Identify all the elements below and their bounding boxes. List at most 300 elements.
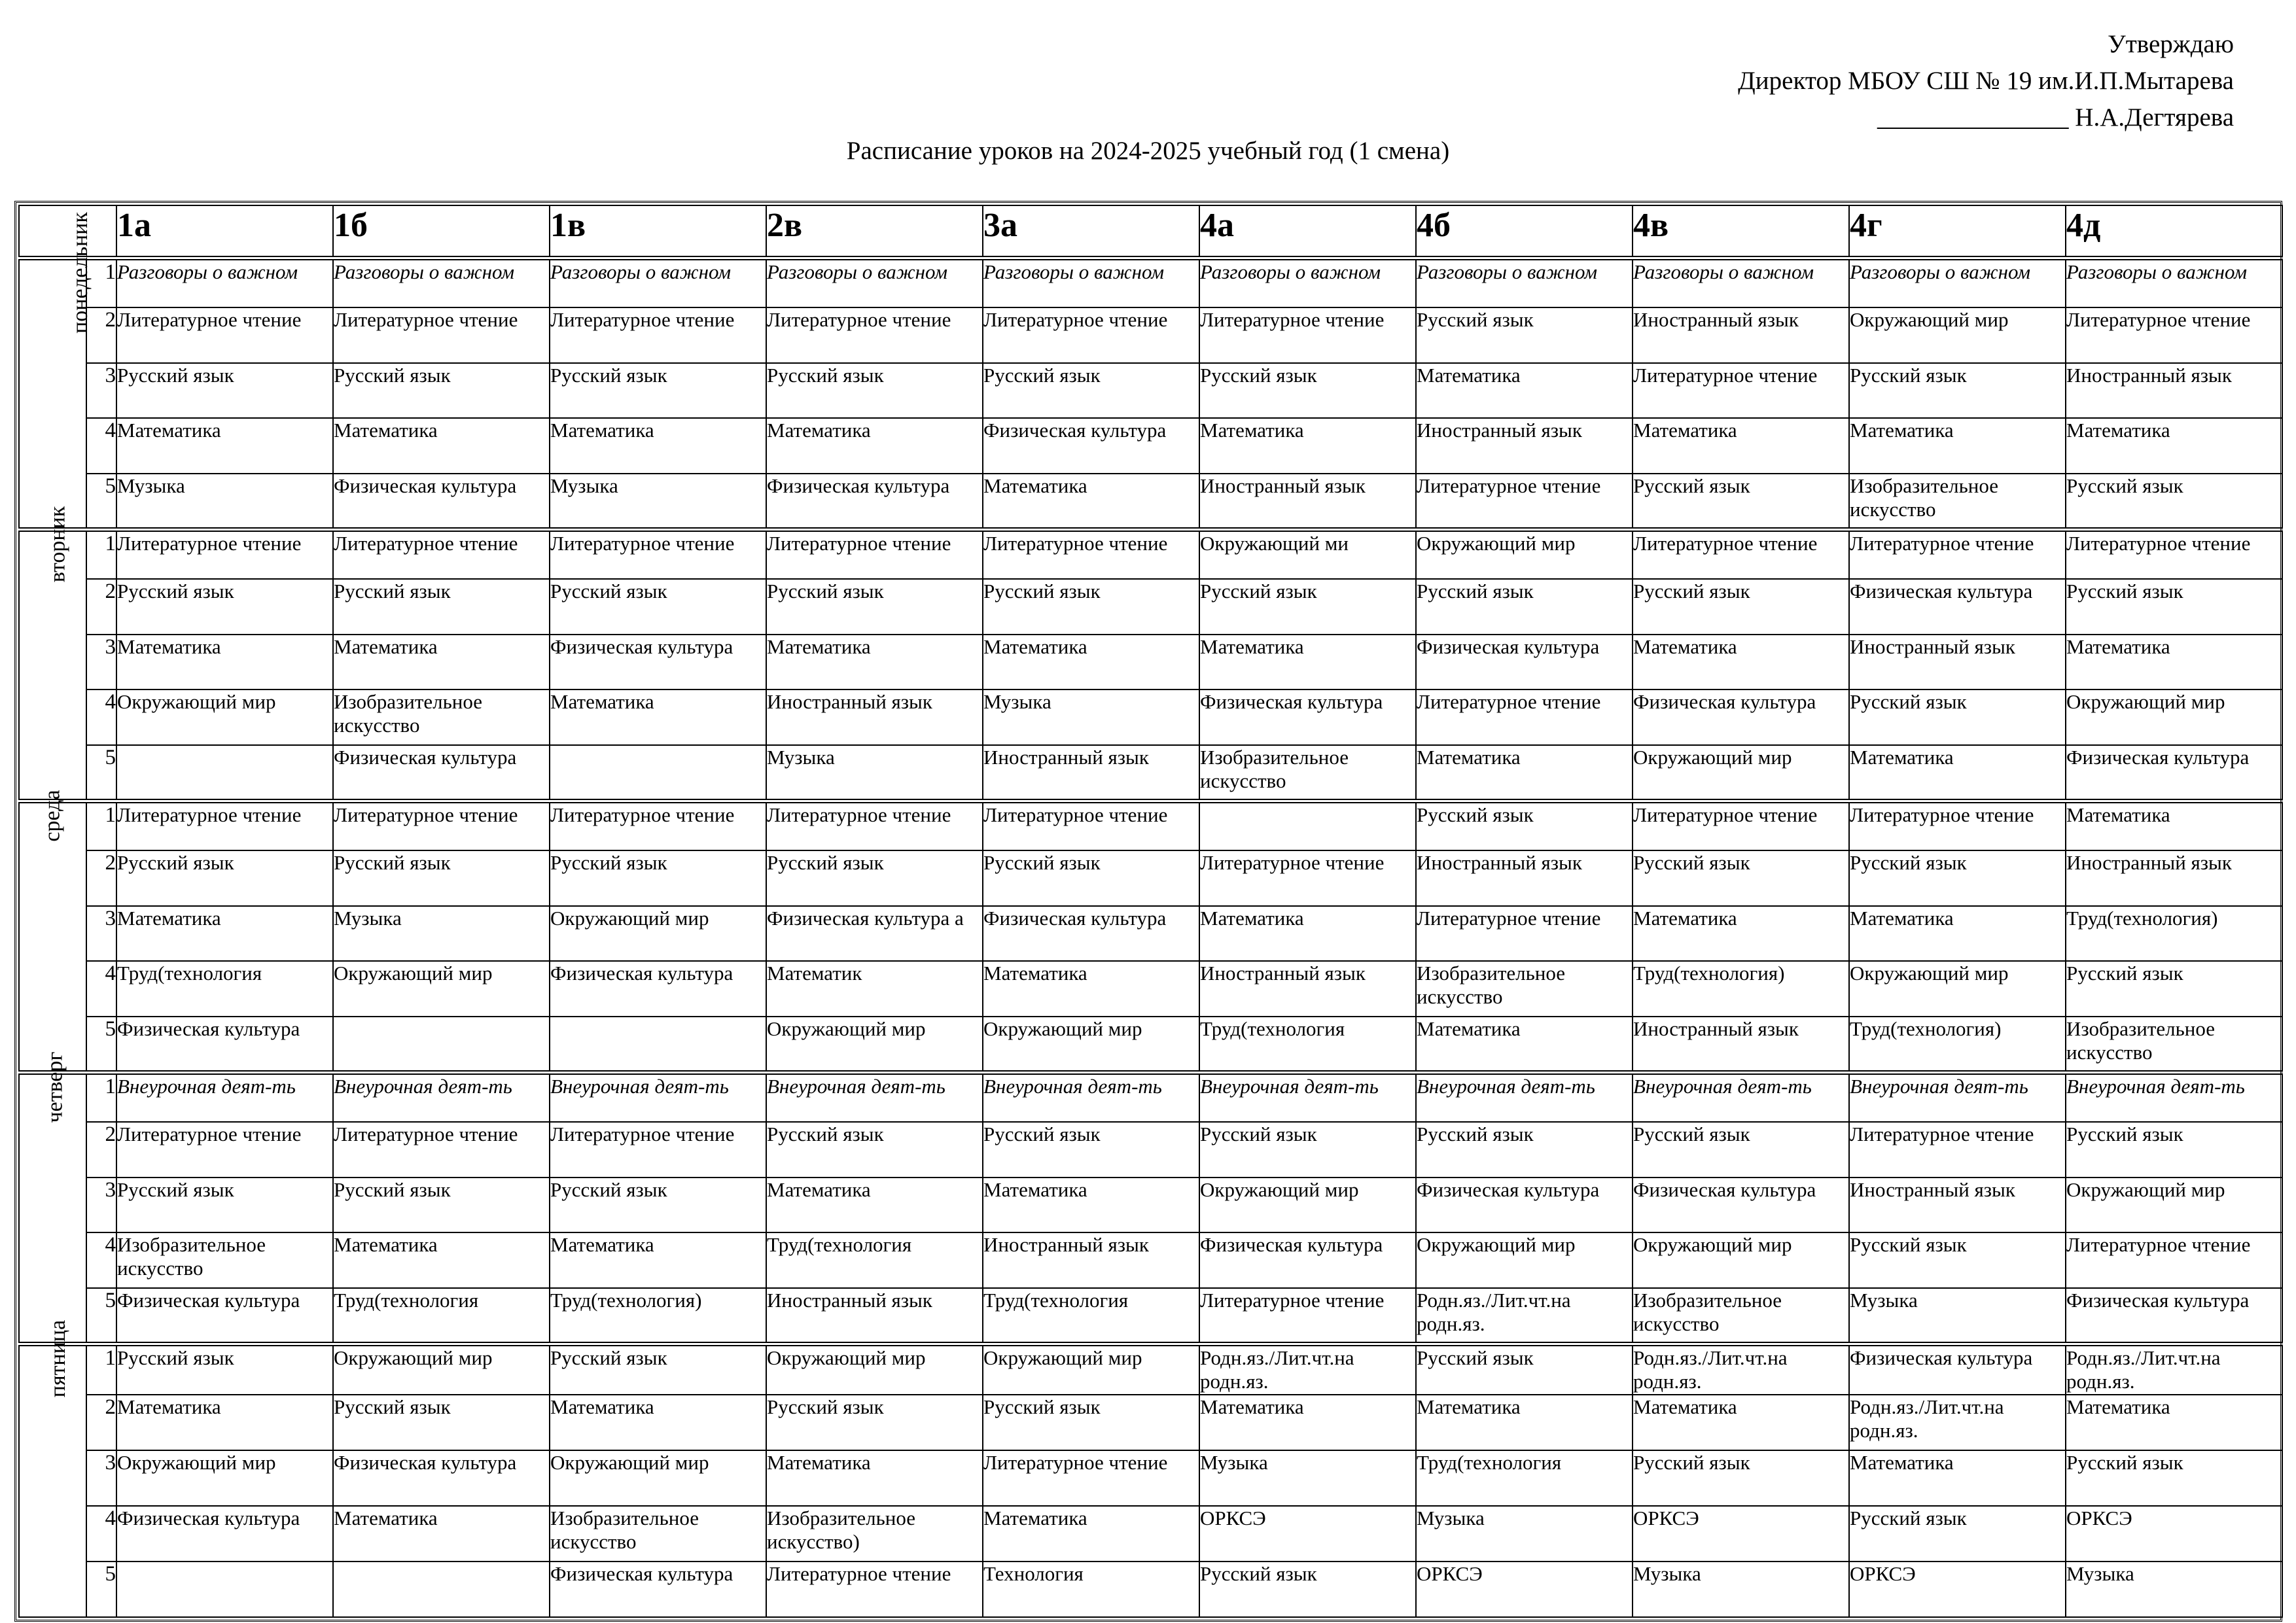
lesson-cell — [1199, 1450, 1416, 1506]
lesson-cell — [1849, 1450, 2066, 1506]
lesson-cell — [983, 1288, 1199, 1344]
lesson-subject: Изобразительное искусство — [550, 1507, 699, 1554]
lesson-cell — [766, 1344, 983, 1395]
lesson-cell — [1849, 1506, 2066, 1562]
lesson-cell — [766, 1562, 983, 1617]
lesson-cell — [983, 850, 1199, 906]
lesson-cell — [550, 906, 766, 962]
lesson-cell — [1416, 1562, 1633, 1617]
lesson-cell — [1849, 258, 2066, 307]
lesson-cell — [116, 1122, 333, 1178]
lesson-subject: Литературное чтение — [117, 307, 302, 331]
lesson-subject: Иностранный язык — [1850, 1178, 2015, 1201]
lesson-subject: Литературное чтение — [1417, 690, 1601, 714]
lesson-subject: Математика — [1200, 419, 1304, 442]
lesson-subject: Иностранный язык — [1633, 1017, 1799, 1041]
lesson-subject: Математика — [767, 419, 871, 442]
lesson-cell — [1633, 307, 1849, 363]
lesson-subject: Математика — [767, 1451, 871, 1475]
lesson-row — [19, 635, 2282, 690]
lesson-cell — [983, 529, 1199, 579]
lesson-subject: Русский язык — [1200, 363, 1317, 387]
lesson-cell — [1849, 1232, 2066, 1288]
lesson-number: 5 — [86, 1288, 116, 1344]
lesson-number: 2 — [86, 850, 116, 906]
lesson-subject: Физическая культура а — [767, 906, 964, 930]
lesson-subject: Русский язык — [1417, 803, 1534, 826]
lesson-cell — [333, 906, 550, 962]
lesson-subject: Русский язык — [117, 1346, 234, 1369]
lesson-cell — [1849, 1344, 2066, 1395]
lesson-cell — [550, 961, 766, 1017]
lesson-subject: Окружающий мир — [117, 1451, 276, 1475]
lesson-row — [19, 363, 2282, 419]
lesson-cell — [116, 1395, 333, 1450]
lesson-row — [19, 906, 2282, 962]
lesson-subject: Русский язык — [767, 850, 884, 874]
lesson-subject: Математика — [1633, 1395, 1737, 1419]
lesson-subject: Математика — [1633, 419, 1737, 442]
lesson-subject: Физическая культура — [983, 906, 1167, 930]
lesson-subject: Литературное чтение — [1850, 803, 2034, 826]
lesson-cell — [2066, 418, 2282, 474]
lesson-subject: Внеурочная деят-ть — [1850, 1074, 2028, 1098]
lesson-subject: Математика — [1200, 1395, 1304, 1419]
lesson-cell — [1199, 745, 1416, 801]
lesson-cell — [766, 258, 983, 307]
day-name: среда — [40, 790, 65, 842]
lesson-cell — [1633, 1344, 1849, 1395]
lesson-cell — [766, 418, 983, 474]
lesson-subject: Физическая культура — [1850, 579, 2033, 602]
lesson-cell — [1849, 1288, 2066, 1344]
lesson-cell — [766, 1232, 983, 1288]
lesson-cell — [983, 906, 1199, 962]
lesson-subject: Окружающий мир — [550, 906, 709, 930]
lesson-number: 2 — [86, 579, 116, 635]
lesson-cell — [1633, 1395, 1849, 1450]
lesson-cell — [333, 1395, 550, 1450]
lesson-subject: Русский язык — [117, 1178, 234, 1201]
lesson-subject: Математика — [334, 1507, 438, 1530]
lesson-subject: Русский язык — [1850, 850, 1967, 874]
lesson-subject: Физическая культура — [1633, 690, 1816, 714]
lesson-cell — [333, 1506, 550, 1562]
lesson-subject: Иностранный язык — [767, 1289, 932, 1312]
lesson-cell — [1849, 745, 2066, 801]
lesson-row — [19, 474, 2282, 529]
lesson-subject: Физическая культура — [2066, 746, 2250, 769]
lesson-cell — [1633, 258, 1849, 307]
day-name: пятница — [46, 1319, 71, 1397]
lesson-cell — [983, 418, 1199, 474]
lesson-cell — [1633, 850, 1849, 906]
lesson-cell — [1633, 529, 1849, 579]
lesson-subject: Физическая культура — [117, 1507, 300, 1530]
lesson-subject: Русский язык — [1633, 474, 1750, 498]
lesson-subject: Математика — [334, 419, 438, 442]
lesson-cell — [333, 579, 550, 635]
lesson-subject: Музыка — [117, 474, 185, 498]
lesson-cell — [2066, 1344, 2282, 1395]
lesson-cell — [766, 801, 983, 850]
lesson-cell — [550, 1072, 766, 1122]
lesson-subject: Физическая культура — [550, 1562, 733, 1585]
lesson-cell — [333, 801, 550, 850]
lesson-subject: Физическая культура — [334, 474, 517, 498]
lesson-cell — [2066, 1232, 2282, 1288]
lesson-cell — [1849, 961, 2066, 1017]
lesson-subject: Литературное чтение — [767, 1562, 951, 1585]
day-name: понедельник — [67, 211, 92, 334]
lesson-cell — [2066, 363, 2282, 419]
lesson-cell — [766, 307, 983, 363]
lesson-row — [19, 1506, 2282, 1562]
lesson-subject: Музыка — [983, 690, 1051, 714]
lesson-cell — [766, 579, 983, 635]
lesson-cell — [1199, 906, 1416, 962]
lesson-cell — [1199, 1288, 1416, 1344]
lesson-subject: Русский язык — [1633, 850, 1750, 874]
page-title: Расписание уроков на 2024-2025 учебный год (1 смена) — [846, 137, 1450, 165]
lesson-subject: Физическая культура — [334, 746, 517, 769]
lesson-number: 3 — [86, 1178, 116, 1233]
lesson-subject: Физическая культура — [767, 474, 950, 498]
lesson-cell — [550, 474, 766, 529]
lesson-cell — [983, 1072, 1199, 1122]
lesson-cell — [766, 1072, 983, 1122]
lesson-cell — [1416, 1178, 1633, 1233]
lesson-subject: Внеурочная деят-ть — [1200, 1074, 1379, 1098]
lesson-subject: Литературное чтение — [1633, 803, 1818, 826]
lesson-subject: Русский язык — [550, 363, 667, 387]
lesson-cell — [116, 745, 333, 801]
lesson-subject: Физическая культура — [1417, 1178, 1600, 1201]
lesson-subject: Изобразительное искусство) — [767, 1507, 915, 1554]
lesson-cell — [1633, 1232, 1849, 1288]
lesson-cell — [550, 579, 766, 635]
lesson-cell — [2066, 1395, 2282, 1450]
lesson-subject: Физическая культура — [1633, 1178, 1816, 1201]
lesson-subject: Внеурочная деят-ть — [983, 1074, 1162, 1098]
lesson-cell — [766, 850, 983, 906]
lesson-cell — [766, 1450, 983, 1506]
lesson-cell — [1633, 1288, 1849, 1344]
lesson-cell — [550, 801, 766, 850]
lesson-cell — [116, 906, 333, 962]
lesson-subject: Окружающий мир — [1850, 962, 2009, 985]
lesson-cell — [1416, 689, 1633, 745]
class-header: 4а — [1199, 205, 1416, 258]
lesson-cell — [1633, 689, 1849, 745]
lesson-subject: Литературное чтение — [767, 531, 951, 555]
lesson-cell — [1849, 689, 2066, 745]
lesson-cell — [550, 1017, 766, 1072]
lesson-cell — [1849, 1122, 2066, 1178]
lesson-subject: Русский язык — [1417, 307, 1534, 331]
lesson-subject: Внеурочная деят-ть — [550, 1074, 729, 1098]
lesson-cell — [983, 1395, 1199, 1450]
lesson-cell — [766, 961, 983, 1017]
lesson-subject: Окружающий мир — [1417, 531, 1576, 555]
lesson-cell — [1416, 850, 1633, 906]
lesson-subject: Иностранный язык — [1200, 962, 1366, 985]
lesson-subject: Русский язык — [1850, 1233, 1967, 1257]
lesson-subject: Литературное чтение — [1200, 307, 1385, 331]
lesson-subject: Иностранный язык — [1417, 850, 1582, 874]
lesson-cell — [1199, 579, 1416, 635]
lesson-subject: Математика — [117, 906, 221, 930]
lesson-cell — [2066, 635, 2282, 690]
lesson-cell — [1416, 418, 1633, 474]
lesson-cell — [1849, 850, 2066, 906]
lesson-cell — [333, 1232, 550, 1288]
lesson-cell — [550, 745, 766, 801]
lesson-cell — [2066, 745, 2282, 801]
approval-block — [1738, 26, 2234, 136]
lesson-cell — [1849, 418, 2066, 474]
lesson-cell — [1633, 1122, 1849, 1178]
day-name: вторник — [45, 506, 70, 582]
lesson-cell — [2066, 1450, 2282, 1506]
lesson-cell — [1633, 474, 1849, 529]
lesson-subject: Русский язык — [983, 850, 1101, 874]
lesson-cell — [983, 745, 1199, 801]
lesson-cell — [116, 635, 333, 690]
lesson-cell — [550, 1395, 766, 1450]
lesson-cell — [333, 635, 550, 690]
lesson-subject: Литературное чтение — [1417, 474, 1601, 498]
lesson-cell — [1416, 363, 1633, 419]
lesson-cell — [1416, 579, 1633, 635]
lesson-subject: Литературное чтение — [767, 803, 951, 826]
lesson-subject: Русский язык — [1850, 1507, 1967, 1530]
lesson-subject: Математика — [334, 635, 438, 658]
lesson-subject: Окружающий мир — [1633, 746, 1792, 769]
lesson-subject: Окружающий мир — [1417, 1233, 1576, 1257]
lesson-row — [19, 418, 2282, 474]
lesson-subject: Музыка — [2066, 1562, 2134, 1585]
lesson-subject: Внеурочная деят-ть — [2066, 1074, 2245, 1098]
lesson-subject: Литературное чтение — [2066, 1233, 2251, 1257]
lesson-subject: Литературное чтение — [1633, 531, 1818, 555]
lesson-cell — [1633, 418, 1849, 474]
lesson-number: 1 — [86, 258, 116, 307]
lesson-subject: ОРКСЭ — [1200, 1507, 1266, 1530]
lesson-cell — [550, 1288, 766, 1344]
lesson-subject: Математика — [117, 1395, 221, 1419]
lesson-subject: Литературное чтение — [1850, 1122, 2034, 1145]
lesson-cell — [116, 529, 333, 579]
lesson-subject: Родн.яз./Лит.чт.на родн.яз. — [1850, 1395, 2004, 1442]
lesson-cell — [1199, 1232, 1416, 1288]
lesson-subject: Математика — [117, 419, 221, 442]
lesson-subject: Физическая культура — [1417, 635, 1600, 658]
lesson-cell — [1849, 1017, 2066, 1072]
lesson-number: 1 — [86, 1072, 116, 1122]
lesson-subject: Русский язык — [1417, 1346, 1534, 1369]
lesson-cell — [333, 689, 550, 745]
lesson-subject: ОРКСЭ — [1417, 1562, 1483, 1585]
lesson-subject: Литературное чтение — [334, 531, 518, 555]
lesson-subject: Окружающий мир — [550, 1451, 709, 1475]
lesson-subject: ОРКСЭ — [1633, 1507, 1699, 1530]
lesson-subject: Разговоры о важном — [767, 260, 948, 283]
lesson-cell — [1416, 307, 1633, 363]
lesson-subject: Математика — [2066, 1395, 2170, 1419]
lesson-cell — [550, 1232, 766, 1288]
lesson-subject: Математика — [1417, 746, 1521, 769]
lesson-subject: Русский язык — [767, 1122, 884, 1145]
lesson-subject: Русский язык — [1633, 1451, 1750, 1475]
lesson-subject: Литературное чтение — [1417, 906, 1601, 930]
lesson-cell — [2066, 906, 2282, 962]
lesson-subject: Русский язык — [2066, 474, 2183, 498]
lesson-cell — [1416, 1288, 1633, 1344]
lesson-cell — [550, 1562, 766, 1617]
lesson-cell — [333, 1344, 550, 1395]
lesson-subject: Физическая культура — [117, 1017, 300, 1041]
lesson-subject: Математика — [1417, 363, 1521, 387]
lesson-cell — [983, 1562, 1199, 1617]
lesson-subject: Разговоры о важном — [1417, 260, 1598, 283]
lesson-cell — [2066, 1072, 2282, 1122]
lesson-subject: Литературное чтение — [550, 531, 735, 555]
lesson-cell — [333, 258, 550, 307]
lesson-cell — [116, 1017, 333, 1072]
lesson-cell — [1199, 1395, 1416, 1450]
day-label — [19, 1319, 86, 1617]
lesson-subject: Родн.яз./Лит.чт.на родн.яз. — [2066, 1346, 2221, 1393]
lesson-cell — [333, 1122, 550, 1178]
lesson-subject: Окружающий мир — [334, 1346, 493, 1369]
lesson-cell — [2066, 1178, 2282, 1233]
lesson-cell — [766, 1178, 983, 1233]
lesson-cell — [1849, 1395, 2066, 1450]
lesson-subject: Литературное чтение — [550, 1122, 735, 1145]
lesson-subject: Русский язык — [983, 1395, 1101, 1419]
lesson-cell — [1849, 1562, 2066, 1617]
lesson-cell — [1849, 363, 2066, 419]
lesson-subject: Музыка — [1633, 1562, 1701, 1585]
lesson-cell — [333, 850, 550, 906]
lesson-cell — [550, 850, 766, 906]
lesson-subject: Изобразительное искусство — [1200, 746, 1349, 793]
lesson-cell — [550, 418, 766, 474]
lesson-cell — [116, 1506, 333, 1562]
lesson-cell — [983, 579, 1199, 635]
lesson-cell — [2066, 1288, 2282, 1344]
lesson-cell — [2066, 850, 2282, 906]
lesson-subject: Разговоры о важном — [334, 260, 515, 283]
lesson-cell — [116, 961, 333, 1017]
lesson-subject: Окружающий ми — [1200, 531, 1349, 555]
lesson-subject: Физическая культура — [1850, 1346, 2033, 1369]
lesson-subject: Математика — [1417, 1395, 1521, 1419]
day-label — [19, 506, 86, 801]
lesson-subject: Математика — [2066, 635, 2170, 658]
lesson-cell — [983, 1122, 1199, 1178]
lesson-subject: Изобразительное искусство — [2066, 1017, 2215, 1064]
lesson-cell — [116, 418, 333, 474]
lesson-subject: Русский язык — [117, 579, 234, 602]
lesson-subject: Физическая культура — [1200, 690, 1383, 714]
class-header: 1в — [550, 205, 766, 258]
lesson-cell — [550, 363, 766, 419]
lesson-subject: Окружающий мир — [983, 1017, 1142, 1041]
lesson-cell — [550, 1344, 766, 1395]
lesson-subject: Внеурочная деят-ть — [1417, 1074, 1595, 1098]
lesson-cell — [1633, 745, 1849, 801]
lesson-subject: Русский язык — [1850, 363, 1967, 387]
lesson-subject: Иностранный язык — [767, 690, 932, 714]
lesson-cell — [1199, 801, 1416, 850]
lesson-subject: Физическая культура — [550, 635, 733, 658]
class-header: 3а — [983, 205, 1199, 258]
lesson-subject: Русский язык — [1200, 1562, 1317, 1585]
lesson-subject: Математика — [1200, 906, 1304, 930]
lesson-subject: Русский язык — [2066, 1122, 2183, 1145]
lesson-subject: Музыка — [1200, 1451, 1268, 1475]
lesson-cell — [116, 474, 333, 529]
lesson-cell — [1633, 906, 1849, 962]
lesson-row — [19, 1072, 2282, 1122]
lesson-subject: Разговоры о важном — [1633, 260, 1814, 283]
lesson-subject: Русский язык — [334, 1395, 451, 1419]
lesson-subject: Внеурочная деят-ть — [334, 1074, 512, 1098]
lesson-cell — [983, 1450, 1199, 1506]
lesson-subject: Русский язык — [1200, 579, 1317, 602]
lesson-cell — [1633, 1562, 1849, 1617]
lesson-subject: Русский язык — [334, 1178, 451, 1201]
lesson-number: 4 — [86, 689, 116, 745]
lesson-subject: Литературное чтение — [1200, 1289, 1385, 1312]
lesson-subject: Русский язык — [2066, 1451, 2183, 1475]
lesson-cell — [1199, 1562, 1416, 1617]
lesson-subject: Иностранный язык — [983, 746, 1149, 769]
lesson-cell — [333, 1288, 550, 1344]
lesson-subject: Литературное чтение — [1633, 363, 1818, 387]
lesson-cell — [1849, 906, 2066, 962]
lesson-cell — [1849, 474, 2066, 529]
lesson-cell — [1199, 529, 1416, 579]
lesson-number: 1 — [86, 1344, 116, 1395]
lesson-subject: Труд(технология — [334, 1289, 479, 1312]
lesson-cell — [1633, 363, 1849, 419]
lesson-cell — [333, 1450, 550, 1506]
lesson-cell — [1199, 1017, 1416, 1072]
approval-line-2: Директор МБОУ СШ № 19 им.И.П.Мытарева — [1738, 67, 2234, 95]
lesson-subject: Труд(технология — [1200, 1017, 1345, 1041]
lesson-cell — [1849, 801, 2066, 850]
lesson-subject: Русский язык — [1417, 1122, 1534, 1145]
lesson-subject: Русский язык — [550, 1346, 667, 1369]
lesson-row — [19, 1450, 2282, 1506]
lesson-subject: Литературное чтение — [983, 531, 1168, 555]
lesson-subject: Труд(технология) — [1850, 1017, 2002, 1041]
lesson-cell — [1199, 961, 1416, 1017]
lesson-cell — [550, 1506, 766, 1562]
lesson-subject: Русский язык — [767, 1395, 884, 1419]
lesson-subject: Труд(технология — [983, 1289, 1129, 1312]
lesson-cell — [2066, 474, 2282, 529]
lesson-cell — [116, 1072, 333, 1122]
lesson-cell — [2066, 1562, 2282, 1617]
lesson-cell — [333, 307, 550, 363]
lesson-number: 1 — [86, 529, 116, 579]
lesson-subject: Математик — [767, 962, 862, 985]
lesson-cell — [1199, 258, 1416, 307]
